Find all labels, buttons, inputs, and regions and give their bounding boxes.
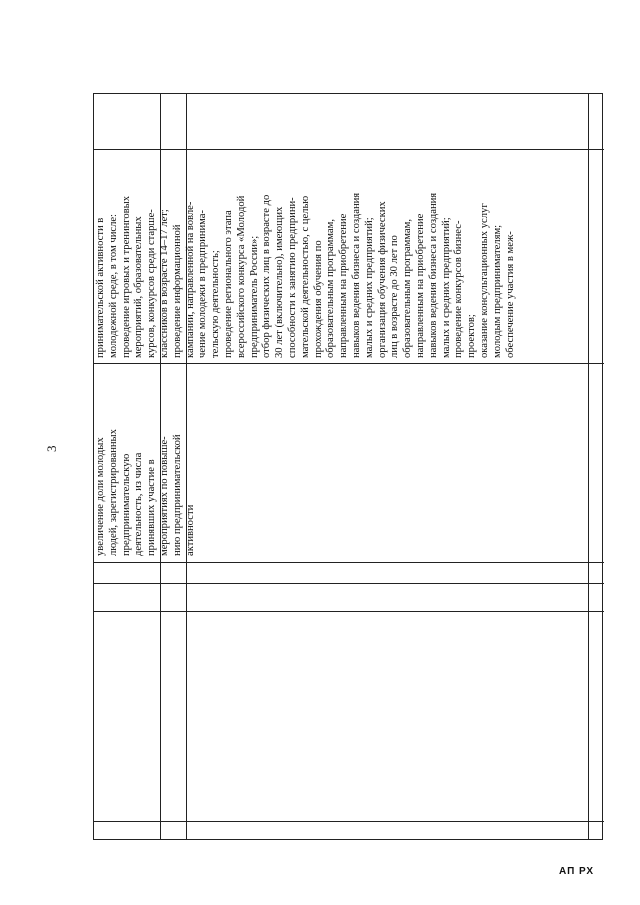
measures-line: принимательской активности в: [95, 217, 106, 358]
measures-line: чение молодежи в предпринима-: [197, 210, 209, 358]
measures-line: отбор физических лиц в возрасте до: [261, 194, 273, 358]
measures-line: способности к занятию предприни-: [286, 197, 298, 358]
measures-line: курсов, конкурсов среди старше-: [146, 209, 158, 358]
goal-line: деятельность, из числа: [133, 452, 145, 556]
measures-line: проведение информационной: [171, 224, 183, 358]
goal-line: людей, зарегистрированных: [107, 429, 119, 556]
measures-line: классников в возрасте 14–17 лет;: [158, 209, 170, 358]
measures-line: обеспечение участия в меж-: [504, 231, 516, 358]
measures-table: [93, 93, 603, 840]
goal-line: увеличение доли молодых: [95, 437, 106, 556]
goal-cell: [94, 367, 198, 559]
rotated-table-region: [93, 93, 603, 840]
goal-line: принявших участие в: [146, 459, 158, 556]
measures-line: навыков ведения бизнеса и создания: [427, 192, 439, 358]
measures-line: лиц в возрасте до 30 лет по: [389, 235, 401, 358]
page-number: 3: [44, 445, 59, 452]
measures-line: проведение регионального этапа: [222, 210, 234, 358]
measures-line: предприниматель России»;: [248, 235, 260, 358]
measures-line: молодежной среде, в том числе:: [107, 213, 119, 358]
measures-line: направленным на приобретение: [414, 213, 426, 358]
measures-line: прохождения обучения по: [312, 240, 324, 358]
goal-line: предпринимательскую: [120, 453, 132, 556]
measures-line: мероприятий, образовательных: [133, 216, 145, 358]
measures-line: навыков ведения бизнеса и создания: [350, 192, 362, 358]
measures-line: организация обучения физических: [376, 201, 388, 358]
measures-line: проведение конкурсов бизнес-: [453, 220, 465, 358]
measures-line: кампании, направленной на вовле-: [184, 201, 196, 358]
measures-line: образовательным программам,: [325, 219, 337, 358]
goal-line: нию предпринимательской: [171, 434, 183, 556]
measures-line: оказание консультационных услуг: [478, 203, 490, 358]
measures-line: малых и средних предприятий;: [363, 217, 375, 358]
table-col-divider: [94, 149, 604, 150]
measures-line: тельскую деятельность;: [210, 250, 222, 358]
measures-line: молодым предпринимателям;: [491, 224, 503, 358]
table-col-divider: [94, 583, 604, 584]
measures-line: проектов;: [466, 314, 478, 358]
measures-line: всероссийского конкурса «Молодой: [235, 195, 247, 358]
measures-line: образовательным программам,: [402, 219, 414, 358]
table-col-divider: [94, 562, 604, 563]
measures-line: 30 лет (включительно), имеющих: [274, 206, 286, 358]
measures-line: направленным на приобретение: [338, 213, 350, 358]
goal-line: активности: [184, 504, 196, 556]
measures-line: малых и средних предприятий;: [440, 217, 452, 358]
goal-line: мероприятиях по повыше-: [158, 436, 170, 556]
table-col-divider: [94, 363, 604, 364]
table-col-divider: [94, 611, 604, 612]
measures-line: проведение игровых и тренинговых: [120, 195, 132, 358]
measures-line: мательской деятельностью, с целью: [299, 195, 311, 358]
footer-mark: АП РХ: [558, 866, 594, 877]
table-col-divider: [94, 821, 604, 822]
measures-cell: [94, 153, 604, 361]
